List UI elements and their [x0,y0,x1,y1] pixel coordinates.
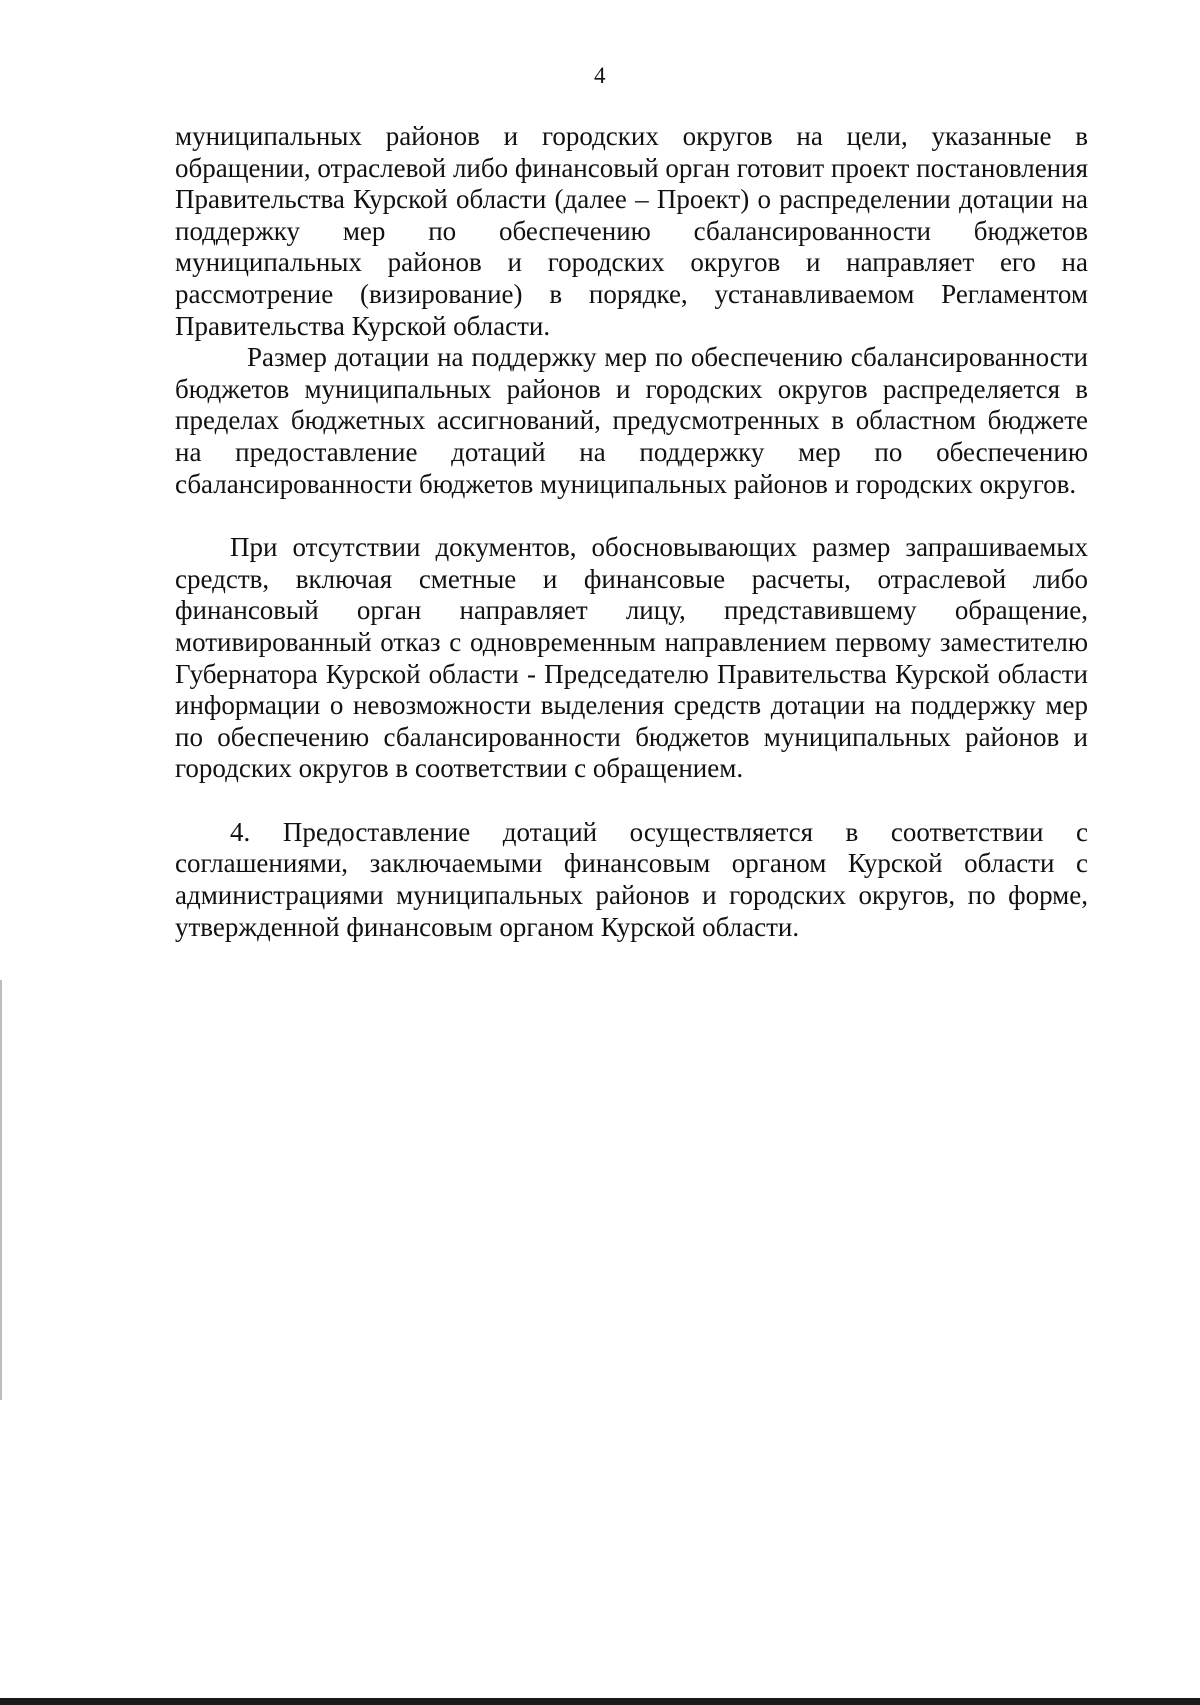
paragraph-continuation: муниципальных районов и городских округов на цели, указанные в обращении, отраслевой либо финансовый орган готовит проект постановления Правительства Курской области (далее – Проект) о распределении дотации на поддержку мер по обеспечению сбалансированности бюджетов муниципальных районов и городских округов и направляет его на рассмотрение (визирование) в порядке, устанавливаемом Регламентом Правительства Курской области. [175,121,1088,341]
scan-bottom-edge [0,1698,1200,1705]
paragraph-item-4: 4. Предоставление дотаций осуществляется в соответствии с соглашениями, заключаемыми финансовым органом Курской области с администрациями муниципальных районов и городских округов, по форме, утвержденной финансовым органом Курской области. [175,816,1088,942]
paragraph-refusal: При отсутствии документов, обосновывающих размер запрашиваемых средств, включая сметные и финансовые расчеты, отраслевой либо финансовый орган направляет лицу, представившему обращение, мотивированный отказ с одновременным направлением первому заместителю Губернатора Курской области - Председателю Правительства Курской области информации о невозможности выделения средств дотации на поддержку мер по обеспечению сбалансированности бюджетов муниципальных районов и городских округов в соответствии с обращением. [175,532,1088,784]
document-body [175,121,1088,943]
paragraph-subsidy-size: Размер дотации на поддержку мер по обеспечению сбалансированности бюджетов муниципальных районов и городских округов распределяется в пределах бюджетных ассигнований, предусмотренных в областном бюджете на предоставление дотаций на поддержку мер по обеспечению сбалансированности бюджетов муниципальных районов и городских округов. [175,342,1088,499]
page-number: 4 [594,63,606,88]
scan-edge-mark [0,980,2,1400]
